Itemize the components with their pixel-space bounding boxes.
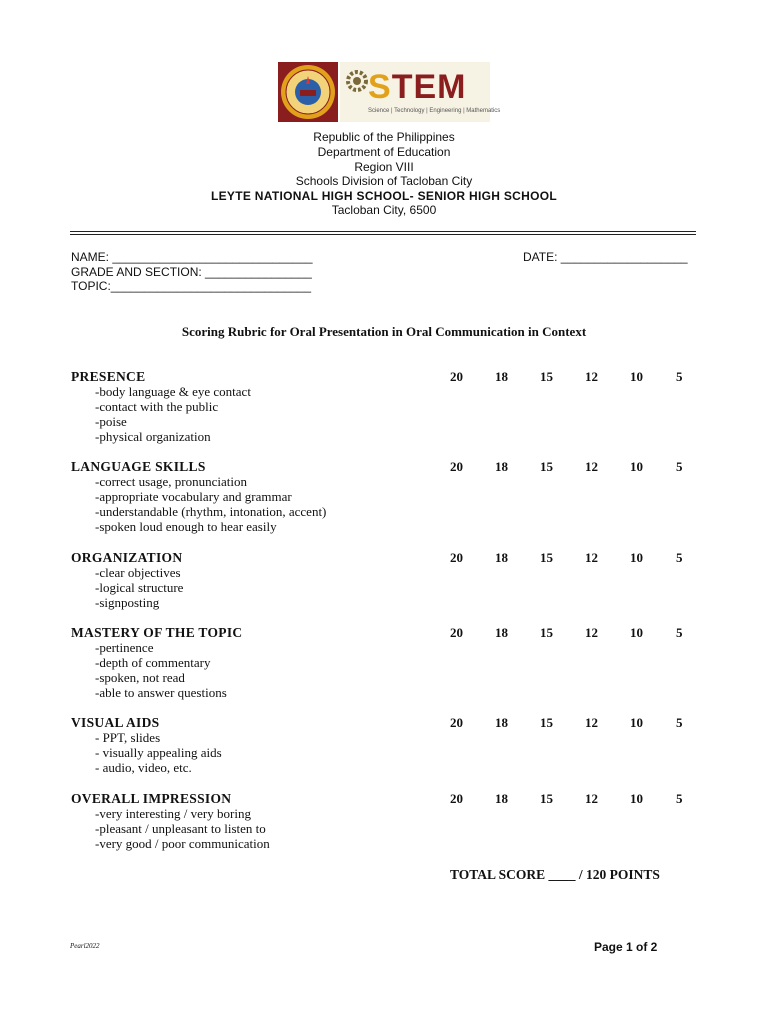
- date-field[interactable]: DATE: ___________________: [523, 250, 688, 264]
- score-option[interactable]: 15: [540, 625, 553, 640]
- criterion-item: -spoken loud enough to hear easily: [95, 519, 277, 534]
- criterion-item: - audio, video, etc.: [95, 760, 192, 775]
- score-option[interactable]: 15: [540, 715, 553, 730]
- stem-letter-s: S: [368, 68, 392, 106]
- score-option[interactable]: 18: [495, 459, 508, 474]
- stem-wordmark: [368, 68, 466, 107]
- stem-tagline: Science | Technology | Engineering | Mathematics: [368, 108, 501, 114]
- name-field[interactable]: NAME: ______________________________: [71, 250, 313, 264]
- school-seal-icon: [278, 62, 338, 122]
- criterion-item: -very interesting / very boring: [95, 806, 251, 821]
- score-option[interactable]: 15: [540, 459, 553, 474]
- header-school-name: LEYTE NATIONAL HIGH SCHOOL- SENIOR HIGH SCHOOL: [210, 189, 558, 203]
- grade-section-field[interactable]: GRADE AND SECTION: ________________: [71, 265, 312, 279]
- criterion-item: -appropriate vocabulary and grammar: [95, 489, 292, 504]
- criterion-item: -physical organization: [95, 429, 211, 444]
- criterion-item: -logical structure: [95, 580, 184, 595]
- score-option[interactable]: 18: [495, 715, 508, 730]
- criterion-item: -very good / poor communication: [95, 836, 270, 851]
- criterion-item: -able to answer questions: [95, 685, 227, 700]
- score-option[interactable]: 12: [585, 791, 598, 806]
- score-option[interactable]: 18: [495, 791, 508, 806]
- score-option[interactable]: 10: [630, 550, 643, 565]
- score-option[interactable]: 5: [676, 369, 683, 384]
- rubric-title: Scoring Rubric for Oral Presentation in Oral Communication in Context: [181, 324, 587, 339]
- criterion-item: -signposting: [95, 595, 160, 610]
- criterion-name: LANGUAGE SKILLS: [71, 459, 206, 474]
- score-option[interactable]: 10: [630, 369, 643, 384]
- score-option[interactable]: 18: [495, 550, 508, 565]
- criterion-item: -pertinence: [95, 640, 154, 655]
- score-option[interactable]: 20: [450, 550, 463, 565]
- score-option[interactable]: 5: [676, 459, 683, 474]
- school-logo: [278, 62, 501, 122]
- score-option[interactable]: 20: [450, 715, 463, 730]
- score-option[interactable]: 12: [585, 369, 598, 384]
- criterion-name: MASTERY OF THE TOPIC: [71, 625, 243, 640]
- score-option[interactable]: 15: [540, 369, 553, 384]
- criterion-item: -contact with the public: [95, 399, 219, 414]
- criterion-item: -correct usage, pronunciation: [95, 474, 247, 489]
- header-address: Tacloban City, 6500: [331, 203, 437, 217]
- score-option[interactable]: 5: [676, 715, 683, 730]
- header-region: Region VIII: [354, 160, 414, 174]
- score-option[interactable]: 12: [585, 550, 598, 565]
- score-option[interactable]: 10: [630, 625, 643, 640]
- score-option[interactable]: 20: [450, 791, 463, 806]
- header-division: Schools Division of Tacloban City: [295, 174, 473, 188]
- criterion-name: PRESENCE: [71, 369, 146, 384]
- score-option[interactable]: 20: [450, 369, 463, 384]
- header-department: Department of Education: [317, 145, 451, 159]
- score-option[interactable]: 15: [540, 791, 553, 806]
- score-option[interactable]: 12: [585, 459, 598, 474]
- criterion-name: ORGANIZATION: [71, 550, 183, 565]
- criterion-item: -body language & eye contact: [95, 384, 251, 399]
- score-option[interactable]: 20: [450, 625, 463, 640]
- score-option[interactable]: 5: [676, 791, 683, 806]
- page-number: Page 1 of 2: [594, 940, 658, 954]
- criterion-item: -poise: [95, 414, 127, 429]
- criterion-item: - visually appealing aids: [95, 745, 222, 760]
- score-option[interactable]: 18: [495, 625, 508, 640]
- score-option[interactable]: 12: [585, 625, 598, 640]
- total-score: TOTAL SCORE ____ / 120 POINTS: [450, 867, 660, 882]
- score-option[interactable]: 10: [630, 459, 643, 474]
- score-option[interactable]: 10: [630, 715, 643, 730]
- criterion-name: VISUAL AIDS: [71, 715, 160, 730]
- criterion-item: - PPT, slides: [95, 730, 161, 745]
- header-republic: Republic of the Philippines: [313, 130, 455, 144]
- criterion-item: -pleasant / unpleasant to listen to: [95, 821, 266, 836]
- score-option[interactable]: 5: [676, 625, 683, 640]
- criterion-name: OVERALL IMPRESSION: [71, 791, 232, 806]
- criterion-item: -spoken, not read: [95, 670, 185, 685]
- criterion-item: -clear objectives: [95, 565, 181, 580]
- stem-banner: [340, 62, 501, 122]
- score-option[interactable]: 20: [450, 459, 463, 474]
- header-divider-top: [70, 231, 696, 232]
- score-option[interactable]: 15: [540, 550, 553, 565]
- criterion-item: -depth of commentary: [95, 655, 211, 670]
- stem-letters-rest: TEM: [391, 68, 467, 106]
- criterion-item: -understandable (rhythm, intonation, accent): [95, 504, 327, 519]
- header-divider-bottom: [70, 234, 696, 235]
- footer-author: Pearl2022: [70, 942, 100, 950]
- score-option[interactable]: 10: [630, 791, 643, 806]
- score-option[interactable]: 18: [495, 369, 508, 384]
- topic-field[interactable]: TOPIC:______________________________: [71, 279, 311, 293]
- score-option[interactable]: 12: [585, 715, 598, 730]
- score-option[interactable]: 5: [676, 550, 683, 565]
